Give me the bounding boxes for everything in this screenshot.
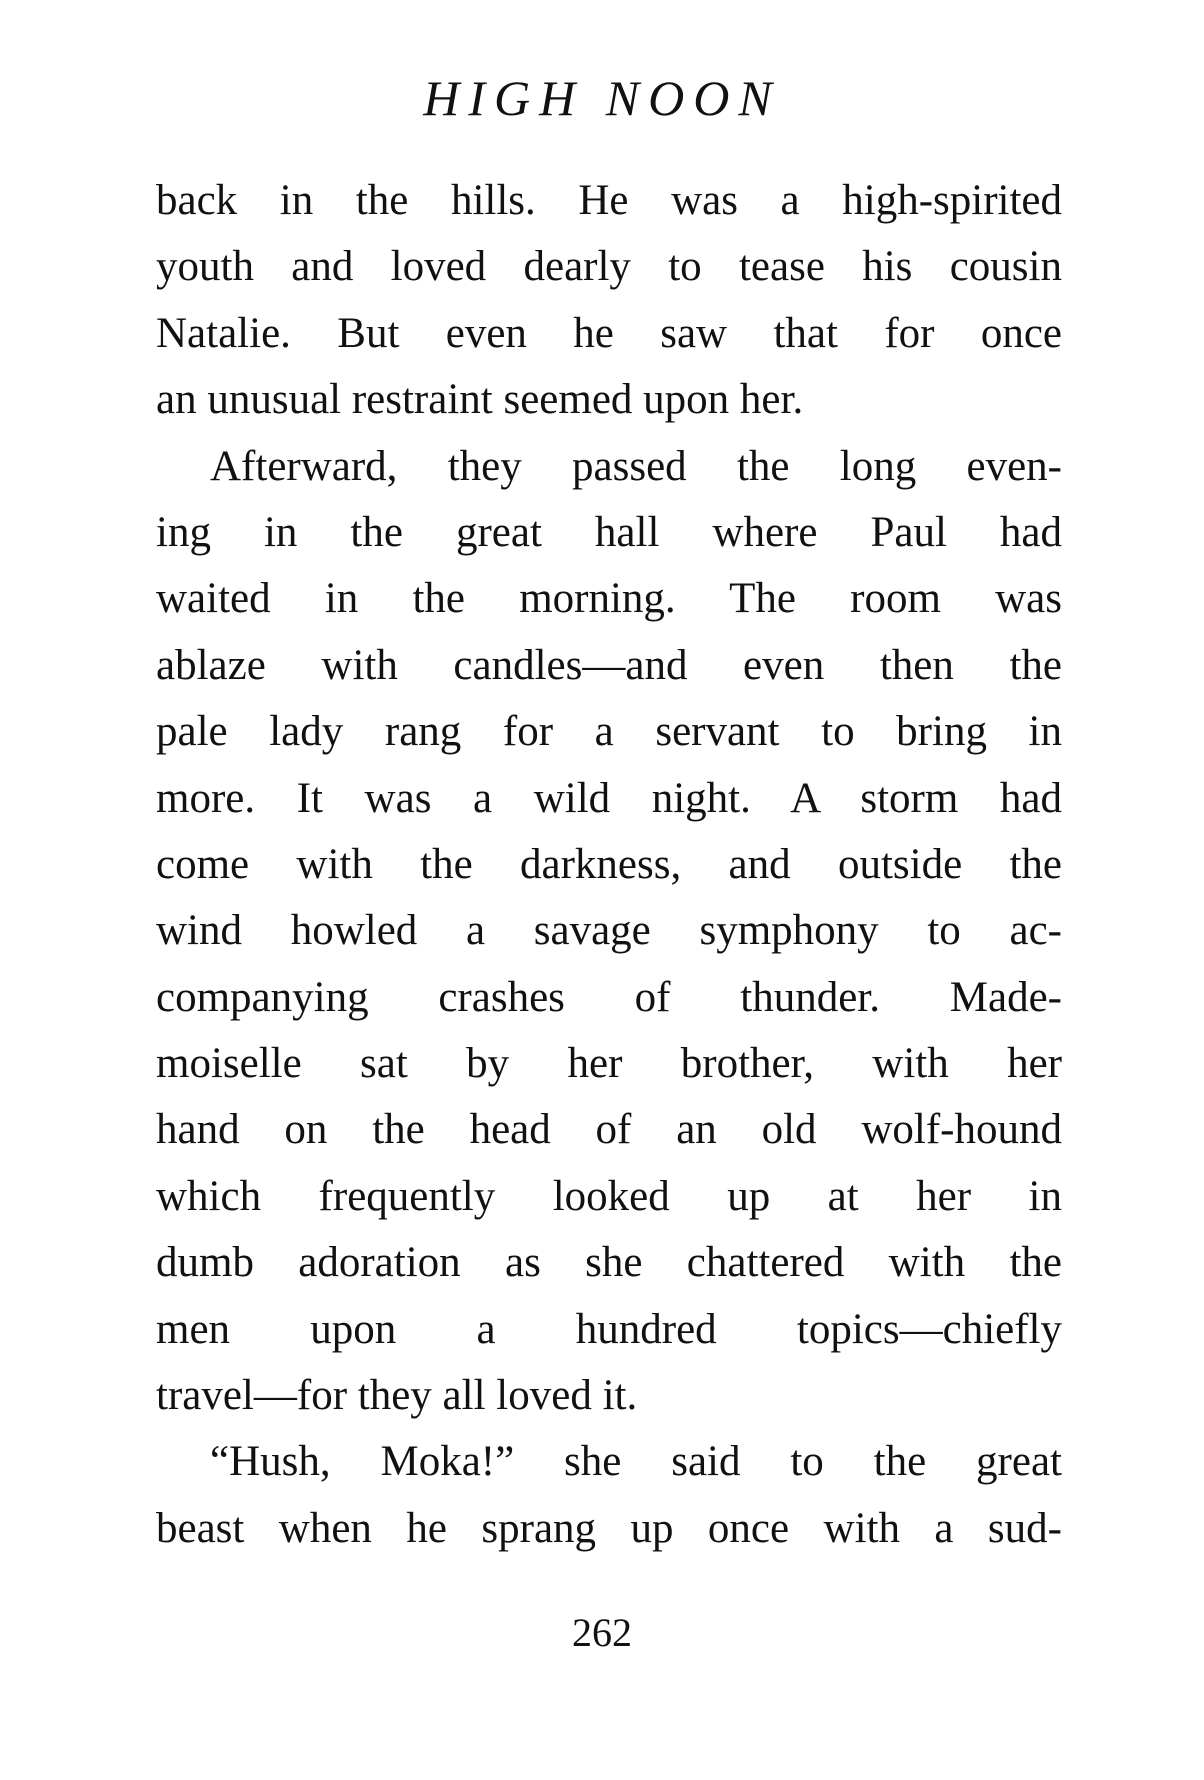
text-line: men upon a hundred topics—chiefly xyxy=(156,1305,1062,1353)
text-line: which frequently looked up at her in xyxy=(156,1172,1062,1220)
text-line: an unusual restraint seemed upon her. xyxy=(156,376,804,424)
text-line: beast when he sprang up once with a sud- xyxy=(156,1504,1062,1552)
text-line: ing in the great hall where Paul had xyxy=(156,508,1062,556)
text-line: Natalie. But even he saw that for once xyxy=(156,309,1062,357)
running-head: HIGH NOON xyxy=(423,70,781,126)
text-line: back in the hills. He was a high-spirited xyxy=(156,177,1062,224)
text-line: wind howled a savage symphony to ac- xyxy=(156,907,1062,955)
text-line: more. It was a wild night. A storm had xyxy=(156,774,1062,822)
text-line: youth and loved dearly to tease his cousin xyxy=(156,243,1062,291)
text-line: Afterward, they passed the long even- xyxy=(210,442,1062,490)
page-number: 262 xyxy=(572,1610,632,1655)
text-line: ablaze with candles—and even then the xyxy=(156,641,1062,689)
text-line: pale lady rang for a servant to bring in xyxy=(156,708,1062,756)
text-line: come with the darkness, and outside the xyxy=(156,840,1062,888)
text-line: moiselle sat by her brother, with her xyxy=(156,1040,1062,1088)
text-line: waited in the morning. The room was xyxy=(156,575,1062,623)
text-line: companying crashes of thunder. Made- xyxy=(156,973,1062,1021)
text-line: travel—for they all loved it. xyxy=(156,1372,638,1420)
text-line: dumb adoration as she chattered with the xyxy=(156,1239,1062,1287)
text-line: hand on the head of an old wolf-hound xyxy=(156,1106,1062,1154)
text-line: “Hush, Moka!” she said to the great xyxy=(210,1438,1062,1486)
body-text xyxy=(156,168,1062,1562)
